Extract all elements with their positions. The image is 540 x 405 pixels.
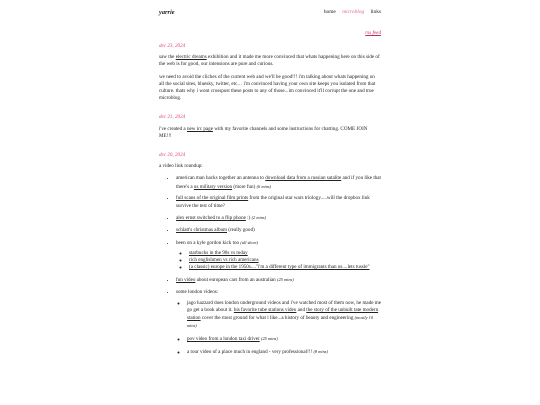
text: been on a kyle gordon kick too (176, 239, 241, 246)
top-nav (319, 9, 381, 16)
text: a tour video of a place much in england - very professional!!! (187, 348, 314, 355)
duration-note: (25 mins) (277, 276, 294, 282)
list-item (187, 335, 381, 343)
electric-dreams-link[interactable]: electric dreams (175, 54, 207, 61)
duration-note: (2 mins) (251, 215, 267, 221)
post-date: dec 20, 2024 (159, 152, 186, 159)
post-paragraph (159, 126, 381, 140)
text: i've created a (159, 125, 187, 132)
new-irc-page-link[interactable]: new irc page (186, 125, 213, 132)
post-dec-23 (159, 43, 381, 102)
taxi-driver-video-link[interactable]: pov video from a london taxi driver (187, 336, 260, 343)
list-item (176, 227, 381, 234)
text: :) (245, 215, 252, 222)
post-paragraph: we need to avoid the cliches of the current web and we'll be good!!! i'm talking about whats happening on all the social sites, bluesky, twitter, etc… i'm convinced having your own site keeps you isolated from that culture. thats why i wont crosspost these posts to any of those...im convinced it'll corrupt the one and true microblog. (159, 73, 376, 102)
list-item (176, 175, 381, 190)
list-item (176, 195, 381, 209)
text: cover the most ground for what i like...a history of beauty and engineering (200, 315, 355, 322)
list-item (176, 289, 381, 356)
text: and if you like that there's a (176, 175, 381, 190)
post-paragraph: a video link roundup: (159, 163, 203, 170)
text: some london videos: (176, 288, 219, 295)
us-military-version-link[interactable]: us military version (193, 183, 233, 190)
post-paragraph (159, 54, 381, 68)
text: jago hazzard does london underground videos and i've watched most of them now, he made me go get a book about it. (187, 299, 382, 314)
text: from the original star wars triology.....will the dropbox link survive the test of time? (176, 195, 370, 209)
list-item (176, 276, 381, 284)
list-item (189, 264, 381, 271)
list-item (187, 348, 381, 356)
rich-englishmen-video-link[interactable]: rich englishmen vs rich americans (189, 257, 259, 264)
text: (more fun) (232, 183, 257, 190)
video-link-list (159, 175, 381, 356)
favorite-tube-stations-link[interactable]: his favorite tube stations video (233, 307, 297, 314)
rss-feed-link[interactable]: rss feed (365, 30, 381, 36)
starbucks-video-link[interactable]: starbucks in the 90s vs today (189, 249, 248, 256)
text: exhibition and it made me more convinced that whats happening here on this side of the web is for good, our intensions are pure and curious. (159, 54, 380, 68)
list-item (176, 214, 381, 222)
duration-note: (25 mins) (261, 336, 278, 342)
text: saw the (159, 54, 176, 61)
list-item (187, 300, 381, 331)
unbuilt-tate-modern-link[interactable]: the story of the unbuilt tate modern station (187, 307, 379, 322)
microblog-feed (159, 43, 381, 368)
text: with my favorite channels and some instructions for chatting. COME JOIN ME!!! (159, 125, 368, 139)
christmas-album-link[interactable]: schlatt's christmas album (176, 226, 227, 233)
post-dec-20 (159, 152, 381, 356)
duration-note: (8 mins) (313, 348, 328, 354)
post-dec-21 (159, 114, 381, 140)
nav-home-link[interactable]: home (323, 9, 336, 15)
text: about european cars from an australian (195, 276, 277, 283)
duration-note: (mostly 10 mins) (187, 315, 374, 329)
list-item (176, 239, 381, 272)
nav-links-link[interactable]: links (370, 9, 381, 15)
site-title[interactable]: yarrie (159, 9, 175, 16)
europe-1950s-video-link[interactable]: (a classic) europe in the 1950s...."i'm a different type of immigrants than us....lets tussle" (189, 264, 370, 271)
flip-phone-link[interactable]: alex ernst switched to a flip phone (176, 215, 246, 222)
nav-microblog-link[interactable]: microblog (342, 9, 365, 15)
text: (really good) (227, 226, 255, 233)
kyle-gordon-sublist (176, 250, 381, 272)
star-wars-scans-link[interactable]: full scans of the original film prints (176, 195, 249, 202)
list-item (189, 250, 381, 257)
duration-note: (6 mins) (256, 183, 272, 189)
russian-satellite-link[interactable]: download data from a russian satalite (265, 175, 342, 182)
text: american man hacks together an antenna to (176, 175, 266, 182)
london-videos-sublist (176, 300, 381, 356)
post-date: dec 23, 2024 (159, 43, 186, 49)
text: and (296, 307, 307, 314)
duration-note: (all short) (240, 239, 259, 245)
fun-video-link[interactable]: fun video (176, 276, 196, 283)
post-date: dec 21, 2024 (159, 114, 186, 121)
